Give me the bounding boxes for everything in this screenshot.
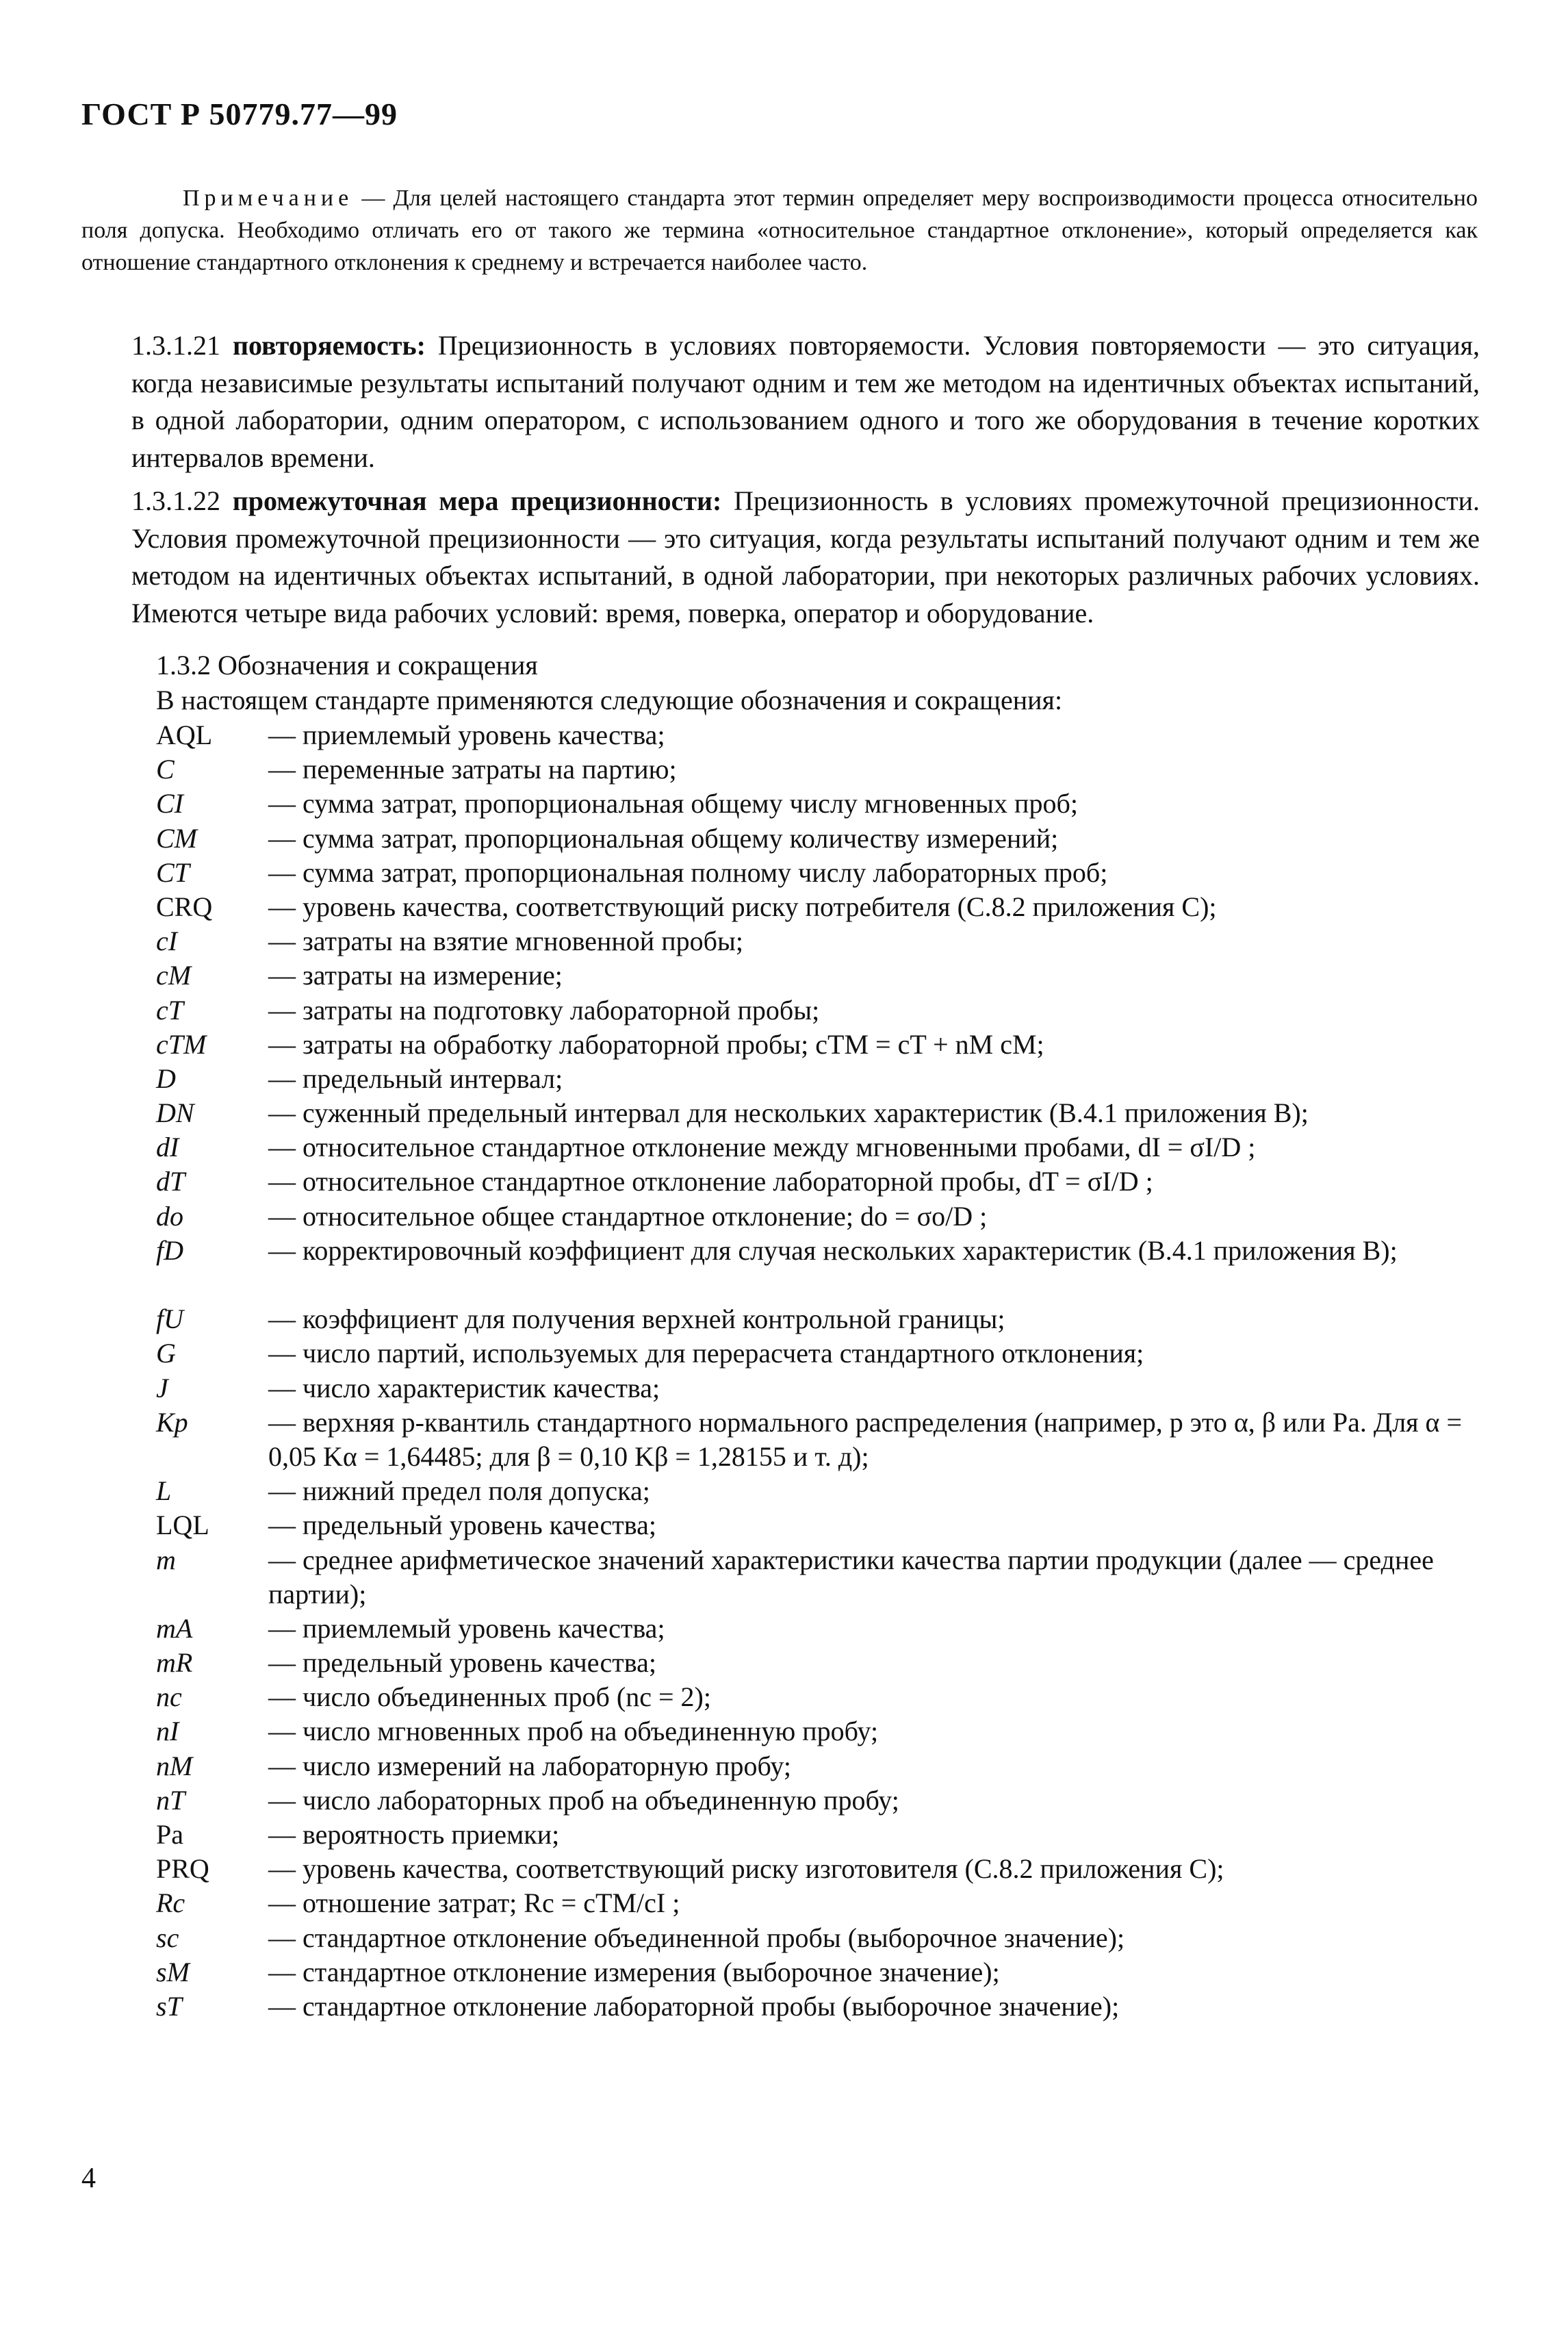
- definition-text: — нижний предел поля допуска;: [268, 1475, 650, 1507]
- definition-symbol: Kp: [156, 1406, 188, 1438]
- definition-text: — предельный уровень качества;: [268, 1510, 656, 1541]
- definition-text: — приемлемый уровень качества;: [268, 1612, 665, 1644]
- definition-text: — стандартное отклонение измерения (выборочное значение);: [268, 1956, 1000, 1987]
- section-text: Прецизионность в условиях повторяемости. Условия повторяемости — это ситуация, когда независимые результаты испытаний получают одним и тем же методом на идентичных объектах испытаний, в одной лаборатории, одним оператором, с использованием одного и того же оборудования в течение коротких интервалов времени.: [131, 330, 1480, 473]
- section-number: 1.3.1.21: [131, 330, 220, 361]
- definition-text: — коэффициент для получения верхней контрольной границы;: [268, 1303, 1005, 1335]
- definition-text: — затраты на подготовку лабораторной пробы;: [268, 994, 820, 1026]
- definition-symbol: dT: [156, 1166, 185, 1197]
- definition-symbol: sc: [156, 1922, 179, 1953]
- definition-row: [131, 958, 1480, 993]
- page-number: 4: [81, 2163, 96, 2194]
- definition-text: — относительное стандартное отклонение лабораторной пробы, dT = σI/D ;: [268, 1166, 1153, 1197]
- definition-symbol: DN: [156, 1097, 194, 1129]
- definition-symbol: C: [156, 754, 175, 785]
- definition-symbol: nc: [156, 1681, 182, 1713]
- definition-symbol: nM: [156, 1750, 193, 1781]
- definition-text: — сумма затрат, пропорциональная общему числу мгновенных проб;: [268, 788, 1078, 819]
- definition-text: — отношение затрат; Rc = cTM/cI ;: [268, 1887, 680, 1919]
- definition-text: — приемлемый уровень качества;: [268, 720, 665, 750]
- definition-row: [131, 1646, 1480, 1680]
- definition-symbol: cT: [156, 994, 183, 1026]
- definition-symbol: Rc: [156, 1887, 185, 1919]
- definition-text: — суженный предельный интервал для нескольких характеристик (В.4.1 приложения В);: [268, 1097, 1309, 1129]
- term-intermediate-precision: промежуточная мера прецизионности:: [232, 485, 722, 516]
- section-1-3-2-heading: 1.3.2 Обозначения и сокращения: [156, 650, 538, 681]
- definition-text: — относительное стандартное отклонение между мгновенными пробами, dI = σI/D ;: [268, 1132, 1256, 1163]
- definition-symbol: cTM: [156, 1028, 207, 1060]
- definition-row: [131, 1714, 1480, 1748]
- definition-symbol: AQL: [156, 720, 213, 750]
- definition-text: — сумма затрат, пропорциональная общему количеству измерений;: [268, 822, 1059, 854]
- definition-symbol: D: [156, 1063, 176, 1094]
- definition-text: — предельный интервал;: [268, 1063, 563, 1094]
- definition-row: [131, 1680, 1480, 1714]
- definition-text: — число партий, используемых для перерасчета стандартного отклонения;: [268, 1338, 1144, 1369]
- definition-row: [131, 1199, 1480, 1234]
- definition-text: — переменные затраты на партию;: [268, 754, 677, 785]
- definition-symbol: J: [156, 1372, 168, 1403]
- definition-row: [131, 924, 1480, 958]
- definition-symbol: L: [156, 1475, 172, 1507]
- definition-row: [131, 1508, 1480, 1542]
- definition-symbol: PRQ: [156, 1853, 209, 1885]
- definition-symbol: cI: [156, 926, 178, 957]
- definition-symbol: mR: [156, 1647, 193, 1679]
- definition-text: — число мгновенных проб на объединенную пробу;: [268, 1716, 879, 1747]
- definition-row: [131, 1062, 1480, 1096]
- definition-row: [131, 1474, 1480, 1508]
- definition-text: — корректировочный коэффициент для случая нескольких характеристик (В.4.1 приложения В);: [268, 1234, 1398, 1266]
- definition-text: — число лабораторных проб на объединенную пробу;: [268, 1784, 899, 1816]
- definition-symbol: fD: [156, 1234, 183, 1266]
- note-text: — Для целей настоящего стандарта этот термин определяет меру воспроизводимости процесса относительно поля допуска. Необходимо отличать его от такого же термина «относительное стандартное отклонение», который определяется как отношение стандартного отклонения к среднему и встречается наиболее часто.: [81, 186, 1478, 275]
- definition-symbol: CT: [156, 856, 190, 888]
- definition-text: — сумма затрат, пропорциональная полному числу лабораторных проб;: [268, 856, 1108, 888]
- definition-row: [131, 1234, 1480, 1302]
- definition-text: — стандартное отклонение лабораторной пробы (выборочное значение);: [268, 1990, 1120, 2022]
- definition-text: — затраты на взятие мгновенной пробы;: [268, 926, 743, 957]
- definition-row: [131, 752, 1480, 787]
- definition-symbol: sT: [156, 1990, 182, 2022]
- definition-text: — предельный уровень качества;: [268, 1647, 656, 1679]
- definition-row: [131, 1612, 1480, 1646]
- definition-symbol: LQL: [156, 1510, 209, 1541]
- note-paragraph: [81, 182, 1478, 279]
- definition-row: [131, 718, 1480, 752]
- definition-text: — уровень качества, соответствующий риску потребителя (С.8.2 приложения С);: [268, 891, 1217, 922]
- definition-symbol: Pa: [156, 1819, 183, 1851]
- definition-text: — вероятность приемки;: [268, 1819, 560, 1851]
- definition-symbol: m: [156, 1544, 176, 1575]
- definition-text: — среднее арифметическое значений характеристики качества партии продукции (далее — среднее партии);: [268, 1544, 1434, 1610]
- definition-row: [131, 1371, 1480, 1406]
- definition-row: [131, 1818, 1480, 1852]
- definition-symbol: nI: [156, 1716, 179, 1747]
- definition-row: [131, 1336, 1480, 1371]
- definition-symbol: nT: [156, 1784, 185, 1816]
- section-number: 1.3.1.22: [131, 485, 220, 516]
- definition-row: [131, 822, 1480, 856]
- definitions-list: [131, 718, 1480, 2024]
- definition-row: [131, 1302, 1480, 1336]
- definition-symbol: dI: [156, 1132, 179, 1163]
- definition-row: [131, 1783, 1480, 1818]
- definition-text: — верхняя p-квантиль стандартного нормального распределения (например, p это α, β или Pa. Для α = 0,05 Kα = 1,64485; для β = 0,10 Kβ = 1,28155 и т. д);: [268, 1406, 1463, 1472]
- standard-header: ГОСТ Р 50779.77—99: [81, 97, 398, 131]
- definition-row: [131, 856, 1480, 890]
- definition-row: [131, 1989, 1480, 2024]
- definition-symbol: CI: [156, 788, 183, 819]
- definition-row: [131, 1165, 1480, 1199]
- definition-symbol: G: [156, 1338, 176, 1369]
- definition-text: — затраты на измерение;: [268, 960, 563, 991]
- definition-text: — уровень качества, соответствующий риску изготовителя (С.8.2 приложения С);: [268, 1853, 1224, 1885]
- definition-row: [131, 1543, 1480, 1612]
- definition-row: [131, 1955, 1480, 1989]
- definition-row: [131, 1406, 1480, 1474]
- section-text: Прецизионность в условиях промежуточной прецизионности. Условия промежуточной прецизионности — это ситуация, когда результаты испытаний получают одним и тем же методом на идентичных объектах испытаний, в одной лаборатории, при некоторых различных рабочих условиях. Имеются четыре вида рабочих условий: время, поверка, оператор и оборудование.: [131, 485, 1480, 628]
- definition-row: [131, 787, 1480, 821]
- definition-row: [131, 1921, 1480, 1955]
- definition-row: [131, 1886, 1480, 1920]
- definition-text: — стандартное отклонение объединенной пробы (выборочное значение);: [268, 1922, 1125, 1953]
- definition-text: — число объединенных проб (nc = 2);: [268, 1681, 711, 1713]
- definition-row: [131, 890, 1480, 924]
- section-1-3-2-intro: В настоящем стандарте применяются следующие обозначения и сокращения:: [156, 685, 1063, 715]
- definition-text: — число характеристик качества;: [268, 1372, 660, 1403]
- section-1-3-1-21: [131, 327, 1480, 476]
- definition-text: — затраты на обработку лабораторной пробы; cTM = cT + nM cM;: [268, 1028, 1044, 1060]
- definition-symbol: mA: [156, 1612, 193, 1644]
- term-repeatability: повторяемость:: [232, 330, 426, 361]
- definition-row: [131, 993, 1480, 1028]
- definition-row: [131, 1130, 1480, 1165]
- definition-text: — число измерений на лабораторную пробу;: [268, 1750, 791, 1781]
- definition-symbol: do: [156, 1200, 183, 1232]
- definition-symbol: sM: [156, 1956, 190, 1987]
- definition-symbol: cM: [156, 960, 192, 991]
- section-1-3-1-22: [131, 483, 1480, 632]
- note-label: Примечание: [183, 186, 354, 211]
- definition-symbol: CRQ: [156, 891, 213, 922]
- definition-row: [131, 1749, 1480, 1783]
- definition-symbol: CM: [156, 822, 197, 854]
- definition-text: — относительное общее стандартное отклонение; do = σo/D ;: [268, 1200, 988, 1232]
- definition-row: [131, 1028, 1480, 1062]
- definition-row: [131, 1096, 1480, 1130]
- definition-row: [131, 1852, 1480, 1886]
- definition-symbol: fU: [156, 1303, 183, 1335]
